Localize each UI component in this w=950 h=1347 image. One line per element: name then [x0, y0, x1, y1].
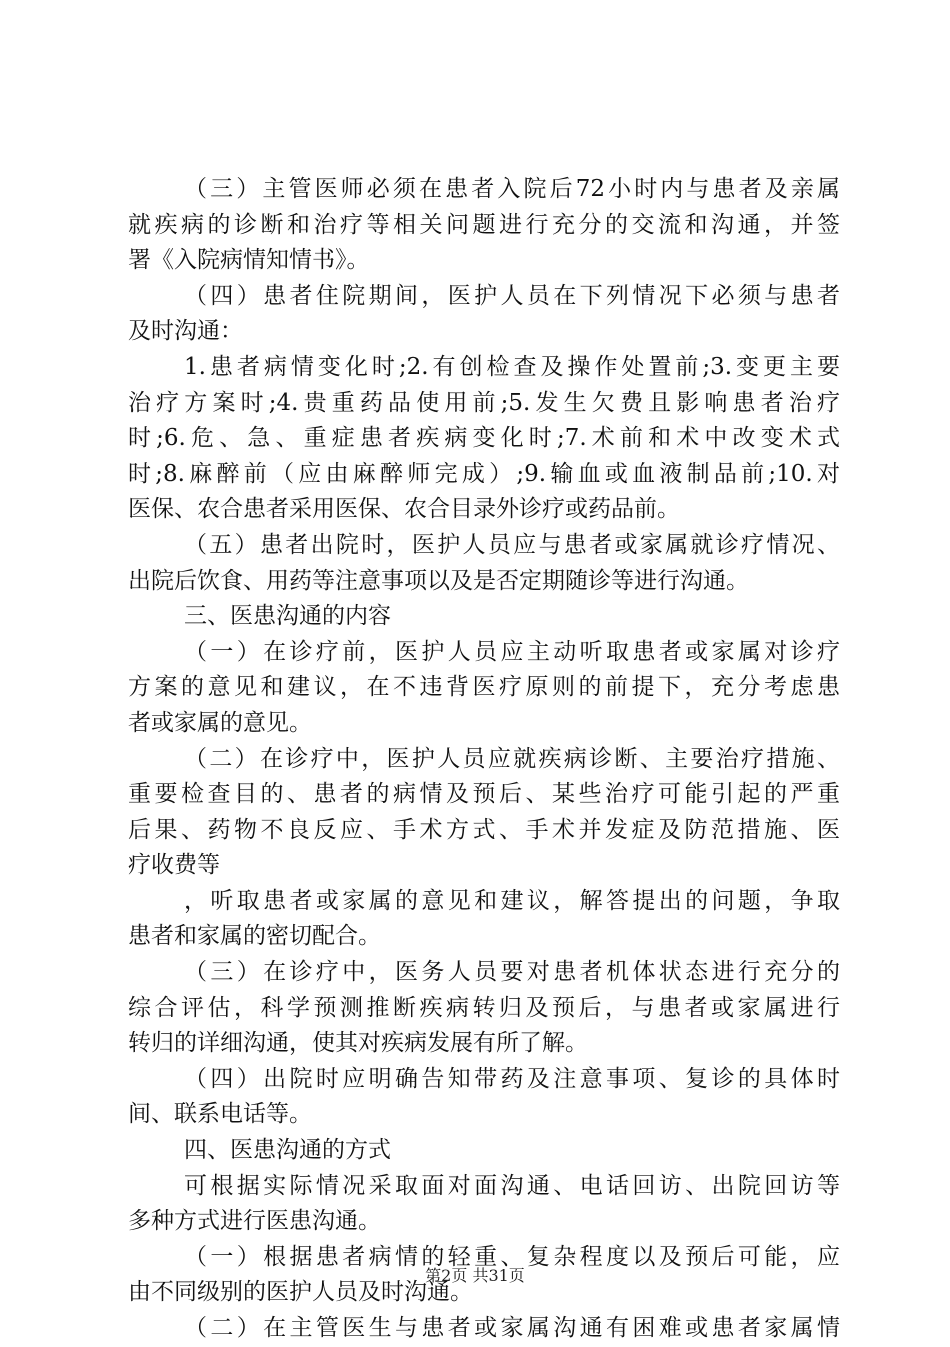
- text-line: （一）在诊疗前，医护人员应主动听取患者或家属对诊疗: [184, 638, 840, 665]
- text-line: 出院后饮食、用药等注意事项以及是否定期随诊等进行沟通。: [128, 567, 749, 594]
- text-line: 三、医患沟通的内容: [184, 603, 391, 630]
- text-line: 治疗方案时;4.贵重药品使用前;5.发生欠费且影响患者治疗: [128, 389, 840, 416]
- text-line: 及时沟通：: [128, 318, 243, 345]
- text-line: 就疾病的诊断和治疗等相关问题进行充分的交流和沟通，并签: [128, 211, 840, 238]
- text-line: 方案的意见和建议，在不违背医疗原则的前提下，充分考虑患: [128, 674, 840, 701]
- text-line: 综合评估，科学预测推断疾病转归及预后，与患者或家属进行: [128, 994, 840, 1021]
- text-line: 疗收费等: [128, 852, 220, 879]
- text-line: 患者和家属的密切配合。: [128, 923, 381, 950]
- text-line: （三）主管医师必须在患者入院后72小时内与患者及亲属: [184, 176, 840, 202]
- text-line: 1.患者病情变化时;2.有创检查及操作处置前;3.变更主要: [184, 353, 840, 380]
- text-line: 时;6.危、急、重症患者疾病变化时;7.术前和术中改变术式: [128, 425, 840, 452]
- text-line: （四）患者住院期间，医护人员在下列情况下必须与患者: [184, 282, 840, 309]
- text-line: 时;8.麻醉前（应由麻醉师完成）;9.输血或血液制品前;10.对: [128, 460, 840, 487]
- text-line: （二）在诊疗中，医护人员应就疾病诊断、主要治疗措施、: [184, 745, 840, 772]
- text-line: 转归的详细沟通，使其对疾病发展有所了解。: [128, 1030, 588, 1057]
- text-line: 医保、农合患者采用医保、农合目录外诊疗或药品前。: [128, 496, 680, 523]
- page-footer: 第2页 共31页: [425, 1266, 525, 1285]
- text-line: 间、联系电话等。: [128, 1101, 312, 1128]
- text-line: （二）在主管医生与患者或家属沟通有困难或患者家属情: [184, 1315, 840, 1341]
- text-line: 者或家属的意见。: [128, 709, 312, 736]
- text-line: 署《入院病情知情书》。: [128, 247, 370, 274]
- text-line: 四、医患沟通的方式: [184, 1137, 391, 1164]
- text-line: （五）患者出院时，医护人员应与患者或家属就诊疗情况、: [184, 531, 840, 558]
- text-line: （一）根据患者病情的轻重、复杂程度以及预后可能，应: [184, 1243, 840, 1270]
- text-line: 后果、药物不良反应、手术方式、手术并发症及防范措施、医: [128, 816, 840, 843]
- text-line: （三）在诊疗中，医务人员要对患者机体状态进行充分的: [184, 959, 840, 986]
- text-line: 多种方式进行医患沟通。: [128, 1208, 381, 1235]
- text-line: 重要检查目的、患者的病情及预后、某些治疗可能引起的严重: [128, 781, 840, 808]
- text-line: （四）出院时应明确告知带药及注意事项、复诊的具体时: [184, 1065, 840, 1092]
- document-body: [128, 172, 840, 1347]
- text-line: 由不同级别的医护人员及时沟通。: [128, 1279, 473, 1306]
- text-line: ，听取患者或家属的意见和建议，解答提出的问题，争取: [184, 887, 840, 914]
- text-line: 可根据实际情况采取面对面沟通、电话回访、出院回访等: [184, 1172, 840, 1199]
